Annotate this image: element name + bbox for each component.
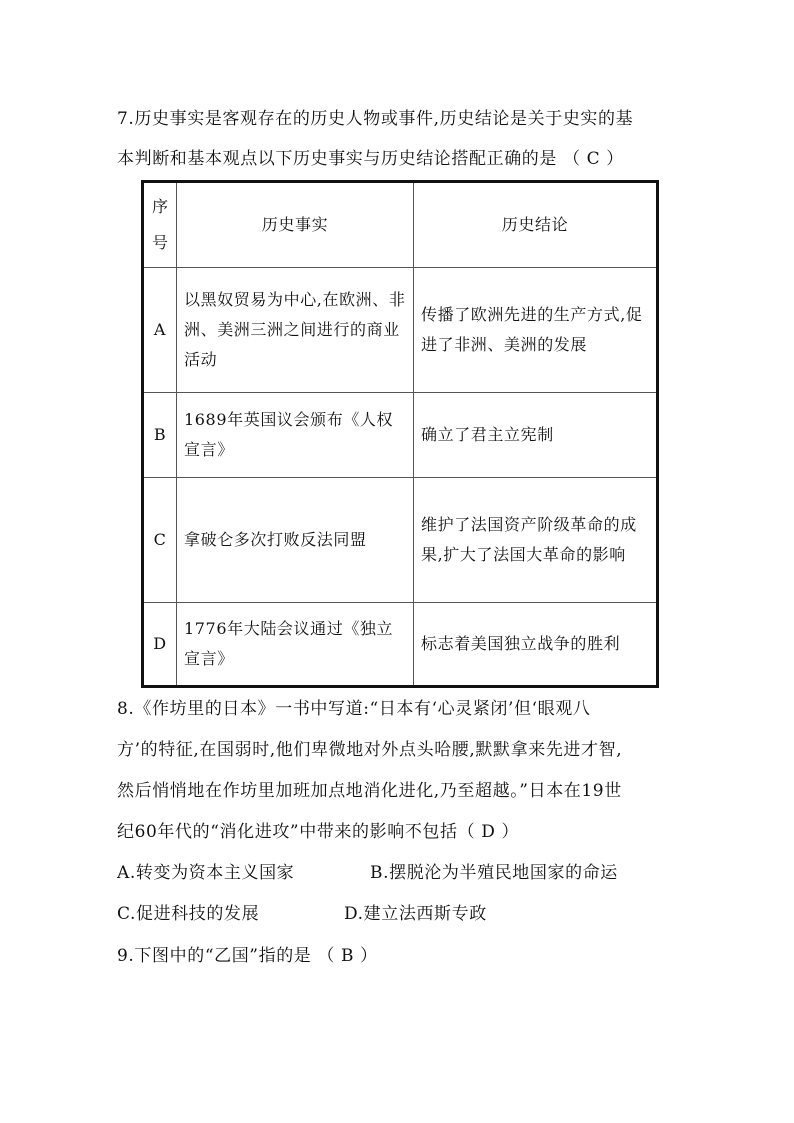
header-seq: 序号 — [152, 197, 169, 252]
q8-stem-line-2: 方’的特征,在国弱时,他们卑微地对外点头哈腰,默默拿来先进才智, — [117, 740, 623, 760]
q7-stem-line-2: 本判断和基本观点以下历史事实与历史结论搭配正确的是 （ C ） — [117, 149, 624, 169]
row-fact: 拿破仑多次打败反法同盟 — [177, 478, 414, 603]
row-fact: 1689年英国议会颁布《人权宣言》 — [177, 393, 414, 478]
q8-stem-line-3: 然后悄悄地在作坊里加班加点地消化进化,乃至超越。”日本在19世 — [117, 781, 622, 801]
q8-option-b: B.摆脱沦为半殖民地国家的命运 — [370, 863, 618, 883]
row-fact: 1776年大陆会议通过《独立宣言》 — [177, 603, 414, 687]
table-row — [143, 603, 658, 687]
row-seq: A — [143, 268, 177, 393]
q9-stem-line-1: 9.下图中的“乙国”指的是 （ B ） — [117, 946, 378, 966]
row-seq: C — [143, 478, 177, 603]
row-conclusion: 传播了欧洲先进的生产方式,促进了非洲、美洲的发展 — [414, 268, 658, 393]
row-seq: D — [143, 603, 177, 687]
q8-option-d: D.建立法西斯专政 — [344, 904, 487, 924]
q7-table — [141, 180, 659, 688]
header-conclusion: 历史结论 — [414, 182, 658, 268]
table-row — [143, 268, 658, 393]
row-conclusion: 确立了君主立宪制 — [414, 393, 658, 478]
q8-stem-line-4: 纪60年代的“消化进攻”中带来的影响不包括（ D ） — [117, 822, 520, 842]
table-row — [143, 478, 658, 603]
row-fact: 以黑奴贸易为中心,在欧洲、非洲、美洲三洲之间进行的商业活动 — [177, 268, 414, 393]
q7-stem-line-1: 7.历史事实是客观存在的历史人物或事件,历史结论是关于史实的基 — [117, 109, 634, 129]
table-header-row — [143, 182, 658, 268]
q8-option-c: C.促进科技的发展 — [117, 904, 260, 924]
q8-option-a: A.转变为资本主义国家 — [117, 863, 295, 883]
row-conclusion: 标志着美国独立战争的胜利 — [414, 603, 658, 687]
header-seq-cell — [143, 182, 177, 268]
header-fact: 历史事实 — [177, 182, 414, 268]
row-seq: B — [143, 393, 177, 478]
q8-stem-line-1: 8.《作坊里的日本》一书中写道:“日本有‘心灵紧闭’但‘眼观八 — [117, 699, 591, 719]
row-conclusion: 维护了法国资产阶级革命的成果,扩大了法国大革命的影响 — [414, 478, 658, 603]
table-row — [143, 393, 658, 478]
